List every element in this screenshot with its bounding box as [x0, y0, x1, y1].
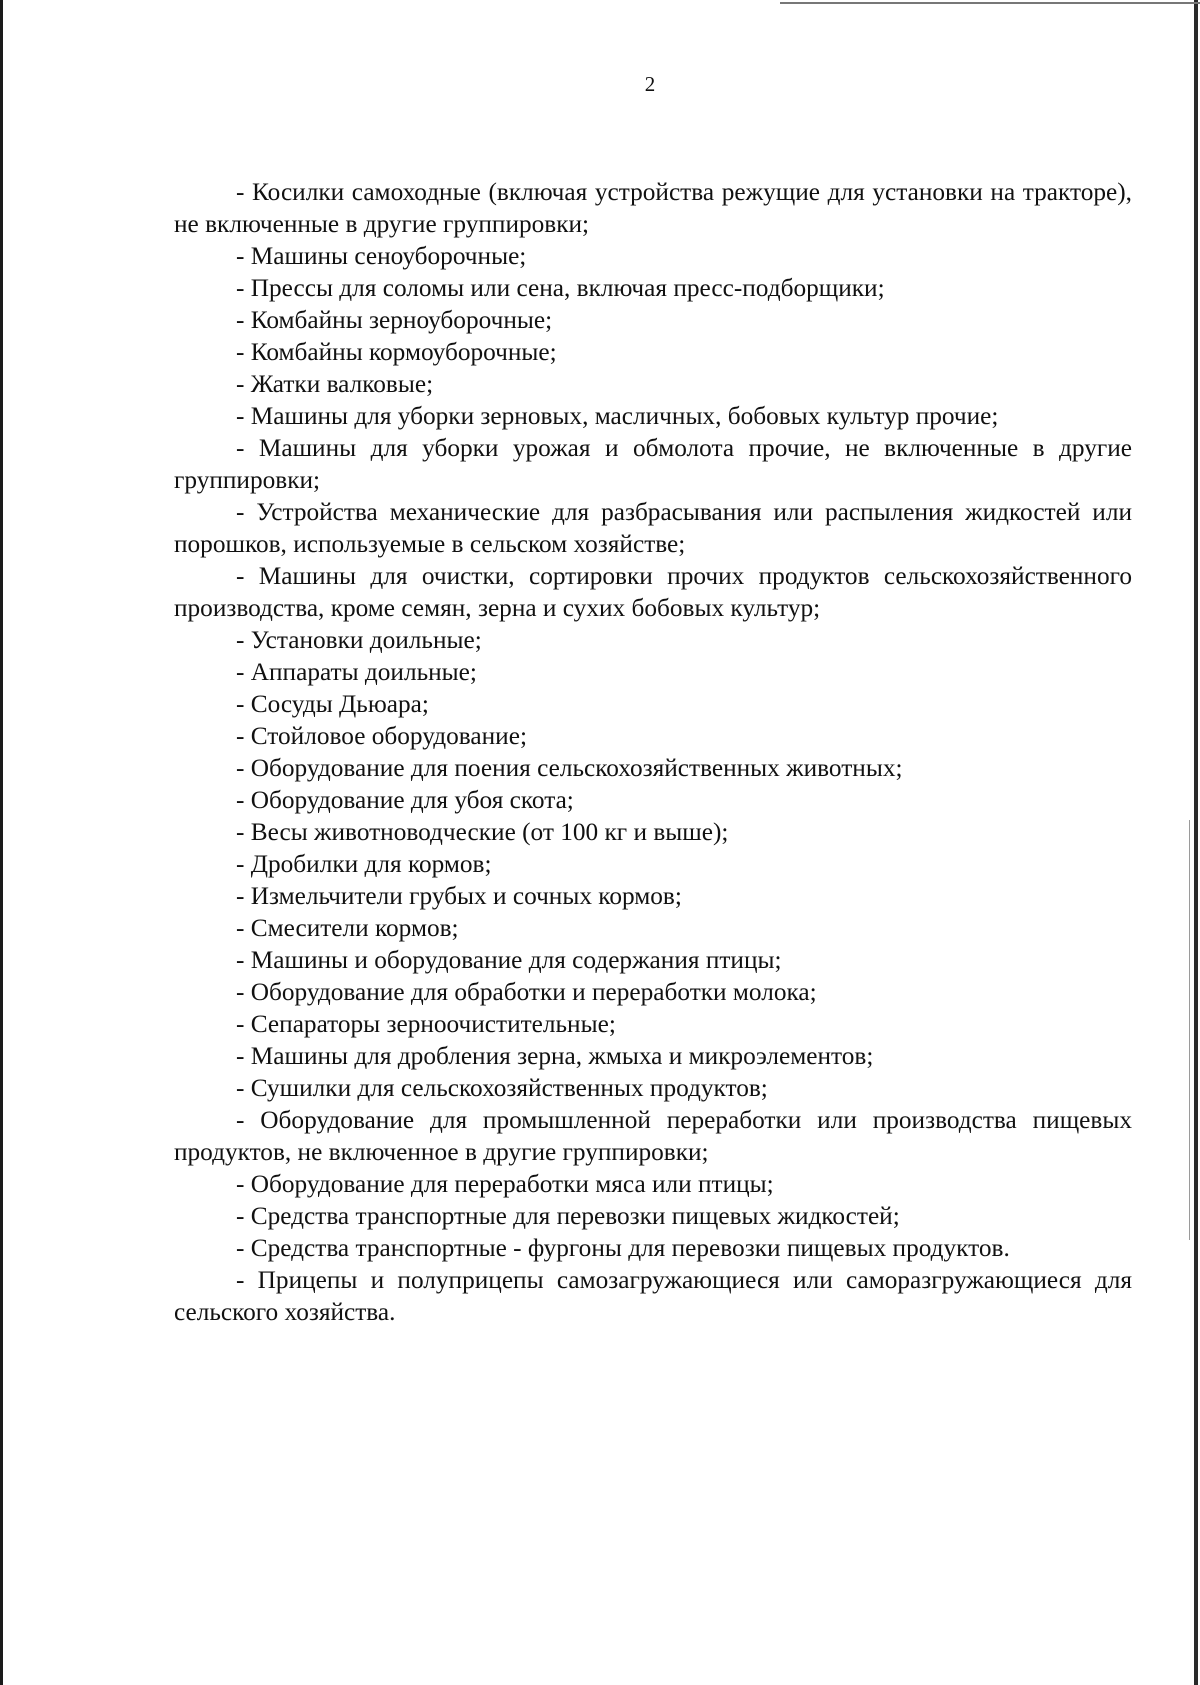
list-item-poultry-equipment: - Машины и оборудование для содержания птицы;	[236, 946, 782, 974]
list-item-food-processing: - Оборудование для промышленной переработки или производства пищевых продуктов, не включенное в другие группировки;	[174, 1106, 1132, 1166]
list-item-dewar-vessels: - Сосуды Дьюара;	[236, 690, 429, 718]
list-item-livestock-scales: - Весы животноводческие (от 100 кг и выше);	[236, 818, 729, 846]
list-item-food-vans: - Средства транспортные - фургоны для перевозки пищевых продуктов.	[236, 1234, 1010, 1262]
list-item-feed-mixers: - Смесители кормов;	[236, 914, 459, 942]
list-item-slaughter-equipment: - Оборудование для убоя скота;	[236, 786, 574, 814]
scan-edge-right-faint	[1189, 820, 1190, 1240]
list-item-mowers: - Косилки самоходные (включая устройства режущие для установки на тракторе), не включенные в другие группировки;	[174, 178, 1132, 238]
list-item-balers: - Прессы для соломы или сена, включая пресс-подборщики;	[236, 274, 885, 302]
list-item-meat-processing: - Оборудование для переработки мяса или птицы;	[236, 1170, 774, 1198]
list-item-dryers: - Сушилки для сельскохозяйственных продуктов;	[236, 1074, 768, 1102]
list-item-forage-combines: - Комбайны кормоуборочные;	[236, 338, 557, 366]
list-item-milking-machines: - Аппараты доильные;	[236, 658, 477, 686]
list-item-windrowers: - Жатки валковые;	[236, 370, 434, 398]
list-item-hay-machines: - Машины сеноуборочные;	[236, 242, 527, 270]
list-item-threshing-machines: - Машины для уборки урожая и обмолота прочие, не включенные в другие группировки;	[174, 434, 1132, 494]
list-item-sprayers: - Устройства механические для разбрасывания или распыления жидкостей или порошков, используемые в сельском хозяйстве;	[174, 498, 1132, 558]
list-item-grain-separators: - Сепараторы зерноочистительные;	[236, 1010, 616, 1038]
scan-edge-top	[780, 2, 1200, 4]
list-item-feed-shredders: - Измельчители грубых и сочных кормов;	[236, 882, 682, 910]
list-item-watering-equipment: - Оборудование для поения сельскохозяйственных животных;	[236, 754, 903, 782]
scan-edge-right	[1194, 0, 1198, 1685]
list-item-liquid-transport: - Средства транспортные для перевозки пищевых жидкостей;	[236, 1202, 900, 1230]
list-item-grain-crushing: - Машины для дробления зерна, жмыха и микроэлементов;	[236, 1042, 874, 1070]
list-item-crop-harvesters: - Машины для уборки зерновых, масличных, бобовых культур прочие;	[236, 402, 999, 430]
scan-edge-left	[0, 0, 3, 1685]
list-item-milk-processing: - Оборудование для обработки и переработки молока;	[236, 978, 817, 1006]
list-item-feed-crushers: - Дробилки для кормов;	[236, 850, 492, 878]
list-item-stall-equipment: - Стойловое оборудование;	[236, 722, 527, 750]
list-item-sorting-machines: - Машины для очистки, сортировки прочих продуктов сельскохозяйственного производства, кроме семян, зерна и сухих бобовых культур;	[174, 562, 1132, 622]
list-item-grain-combines: - Комбайны зерноуборочные;	[236, 306, 553, 334]
page-number: 2	[644, 72, 656, 96]
document-body	[174, 176, 1132, 1328]
list-item-milking-installations: - Установки доильные;	[236, 626, 482, 654]
list-item-trailers: - Прицепы и полуприцепы самозагружающиеся или саморазгружающиеся для сельского хозяйства.	[174, 1266, 1132, 1326]
